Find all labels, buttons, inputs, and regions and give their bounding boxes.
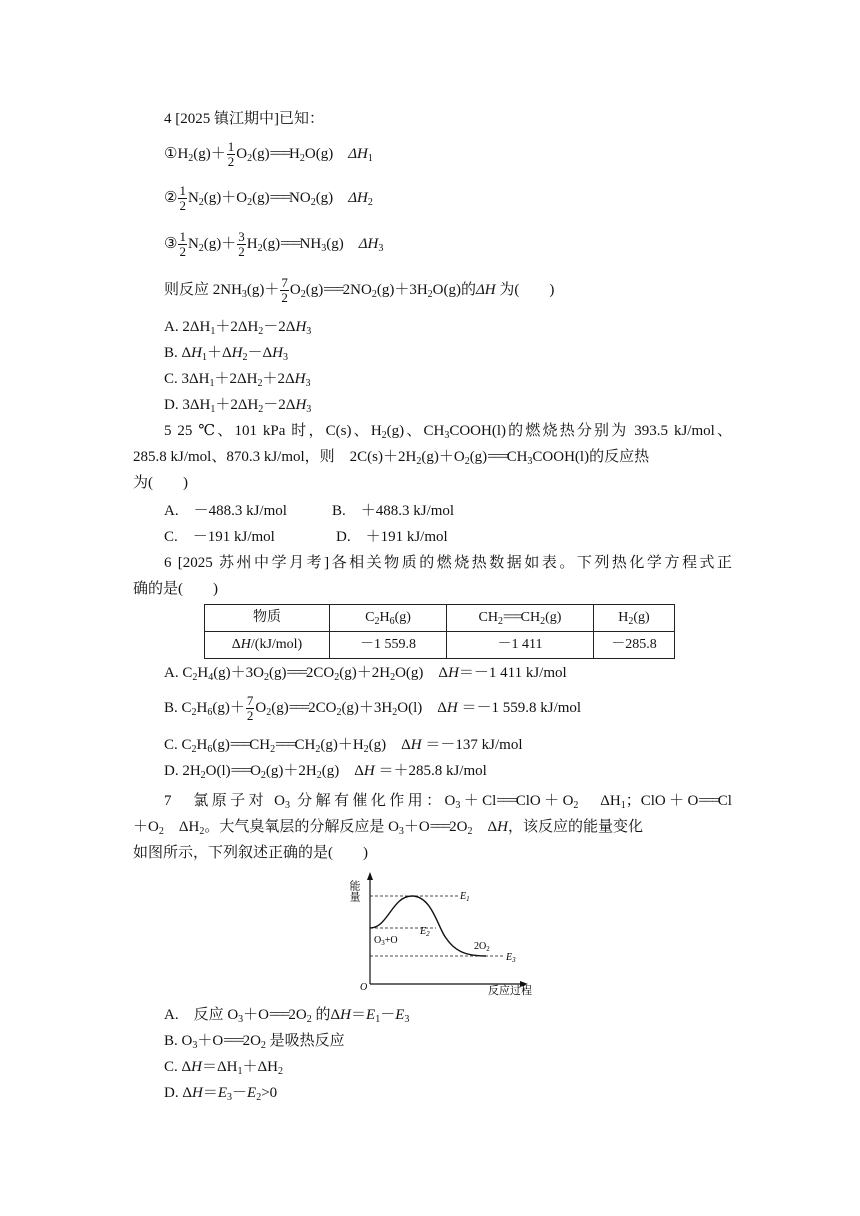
q5-line-3: 为( ) xyxy=(133,475,188,491)
q4-reaction-1: $①H_2(g)+$ $\frac{1}{2}$ $O_2(g)===H_2O(g)$ $\Delta H_1$ xyxy=(164,139,373,169)
combustion-heat-table xyxy=(204,604,675,659)
table-cell: $H_2(g)$ xyxy=(594,605,675,632)
fraction: $\frac{7}{2}$ xyxy=(246,693,254,723)
q7-line-3: 如图所示，下列叙述正确的是( ) xyxy=(133,845,368,861)
table-cell: $C_2H_6(g)$ xyxy=(330,605,447,632)
energy-diagram xyxy=(340,866,540,996)
q7-option-a: A. 反应 $O_3+O===2O_2$ 的$\Delta H=E_1-E_3$ xyxy=(164,1007,410,1025)
energy-curve xyxy=(370,896,486,956)
q4-option-a: A. $2\Delta H_1+2\Delta H_2-2\Delta H_3$ xyxy=(164,319,312,337)
q7-line-2: $+O_2$ $\Delta H_2$。大气臭氧层的分解反应是 $O_3+O===2O_2$ ΔH，该反应的能量变化 xyxy=(133,819,644,837)
q6-line-2: 确的是( ) xyxy=(133,581,218,597)
product-label: $2O_2$ xyxy=(474,941,490,953)
fraction: $\frac{1}{2}$ xyxy=(227,139,235,169)
q5-option-d: D. ＋191 kJ/mol xyxy=(336,529,448,545)
q4-stem: 则反应 $2NH_3(g)+$ $\frac{7}{2}$ $O_2(g)===2NO_2(g)+3H_2O(g)$的ΔH 为( ) xyxy=(164,275,555,305)
q5-option-b: B. ＋488.3 kJ/mol xyxy=(332,503,455,519)
x-axis-label: 反应过程 xyxy=(488,985,532,996)
q5-option-c: C. －191 kJ/mol xyxy=(164,529,275,545)
q6-option-c: C. $C_2H_6(g)===CH_2===CH_2(g)+H_2(g)$ ΔH ＝－137 kJ/mol xyxy=(164,737,523,755)
fraction: $\frac{3}{2}$ xyxy=(238,229,245,259)
y-axis-label: 能量 xyxy=(348,880,360,902)
q4-option-c: C. $3\Delta H_1+2\Delta H_2+2\Delta H_3$ xyxy=(164,371,311,389)
q6-line-1: 6 [2025 苏州中学月考]各相关物质的燃烧热数据如表。下列热化学方程式正 xyxy=(164,555,732,571)
origin-label: O xyxy=(360,982,368,993)
y-axis-arrow xyxy=(367,872,373,880)
q4-option-b: B. $\Delta H_1+\Delta H_2-\Delta H_3$ xyxy=(164,345,288,363)
table-cell: －1 559.8 xyxy=(330,632,447,659)
q7-line-1: 7 氯原子对 $O_3$ 分解有催化作用：$O_3+Cl===ClO+O_2$ $\Delta H_1$；ClO＋O===Cl xyxy=(164,793,732,811)
q5-option-a: A. －488.3 kJ/mol xyxy=(164,503,287,519)
fraction: $\frac{1}{2}$ xyxy=(179,229,186,259)
fraction: $\frac{7}{2}$ xyxy=(281,275,288,305)
q4-reaction-2: ② $\frac{1}{2}$ $N_2(g)+O_2(g)===NO_2(g)$ $\Delta H_2$ xyxy=(164,183,373,213)
e3-label: $E_3$ xyxy=(506,952,516,964)
q5-line-1: 5 25 ℃、101 kPa 时，C(s)、$H_2(g)$、$CH_3COOH(l)$的燃烧热分别为 393.5 kJ/mol、 xyxy=(164,423,732,441)
q5-line-2: 285.8 kJ/mol、870.3 kJ/mol，则 $2C(s)+2H_2(g)+O_2(g)===CH_3COOH(l)$的反应热 xyxy=(133,449,650,467)
q7-option-d: D. $\Delta H=E_3-E_2>0$ xyxy=(164,1085,278,1103)
e2-label: $E_2$ xyxy=(420,926,430,938)
q7-option-b: B. $O_3+O===2O_2$ 是吸热反应 xyxy=(164,1033,345,1051)
q6-option-d: D. $2H_2O(l)===O_2(g)+2H_2(g)$ ΔH ＝＋285.8 kJ/mol xyxy=(164,763,487,781)
fraction: $\frac{1}{2}$ xyxy=(179,183,186,213)
q6-option-b: B. $C_2H_6(g)+$ $\frac{7}{2}$ $O_2(g)===2CO_2(g)+3H_2O(l)$ ΔH ＝－1 559.8 kJ/mol xyxy=(164,693,582,723)
table-cell: －285.8 xyxy=(594,632,675,659)
q4-reaction-3: ③ $\frac{1}{2}$ $N_2(g)+$ $\frac{3}{2}$ $H_2(g)===NH_3(g)$ $\Delta H_3$ xyxy=(164,229,384,259)
table-cell: 物质 xyxy=(205,605,330,632)
q4-heading: 4 [2025 镇江期中]已知： xyxy=(164,111,324,127)
table-row xyxy=(205,632,675,659)
q4-option-d: D. $3\Delta H_1+2\Delta H_2-2\Delta H_3$ xyxy=(164,397,312,415)
table-row xyxy=(205,605,675,632)
table-cell: $CH_2===CH_2(g)$ xyxy=(447,605,594,632)
q6-option-a: A. $C_2H_4(g)+3O_2(g)===2CO_2(g)+2H_2O(g)$ ΔH＝－1 411 kJ/mol xyxy=(164,665,567,683)
e1-label: $E_1$ xyxy=(460,891,470,903)
q7-option-c: C. $\Delta H=\Delta H_1+\Delta H_2$ xyxy=(164,1059,283,1077)
table-cell: －1 411 xyxy=(447,632,594,659)
table-cell: ΔH/(kJ/mol) xyxy=(205,632,330,659)
reactant-label: $O_3+O$ xyxy=(374,935,398,947)
